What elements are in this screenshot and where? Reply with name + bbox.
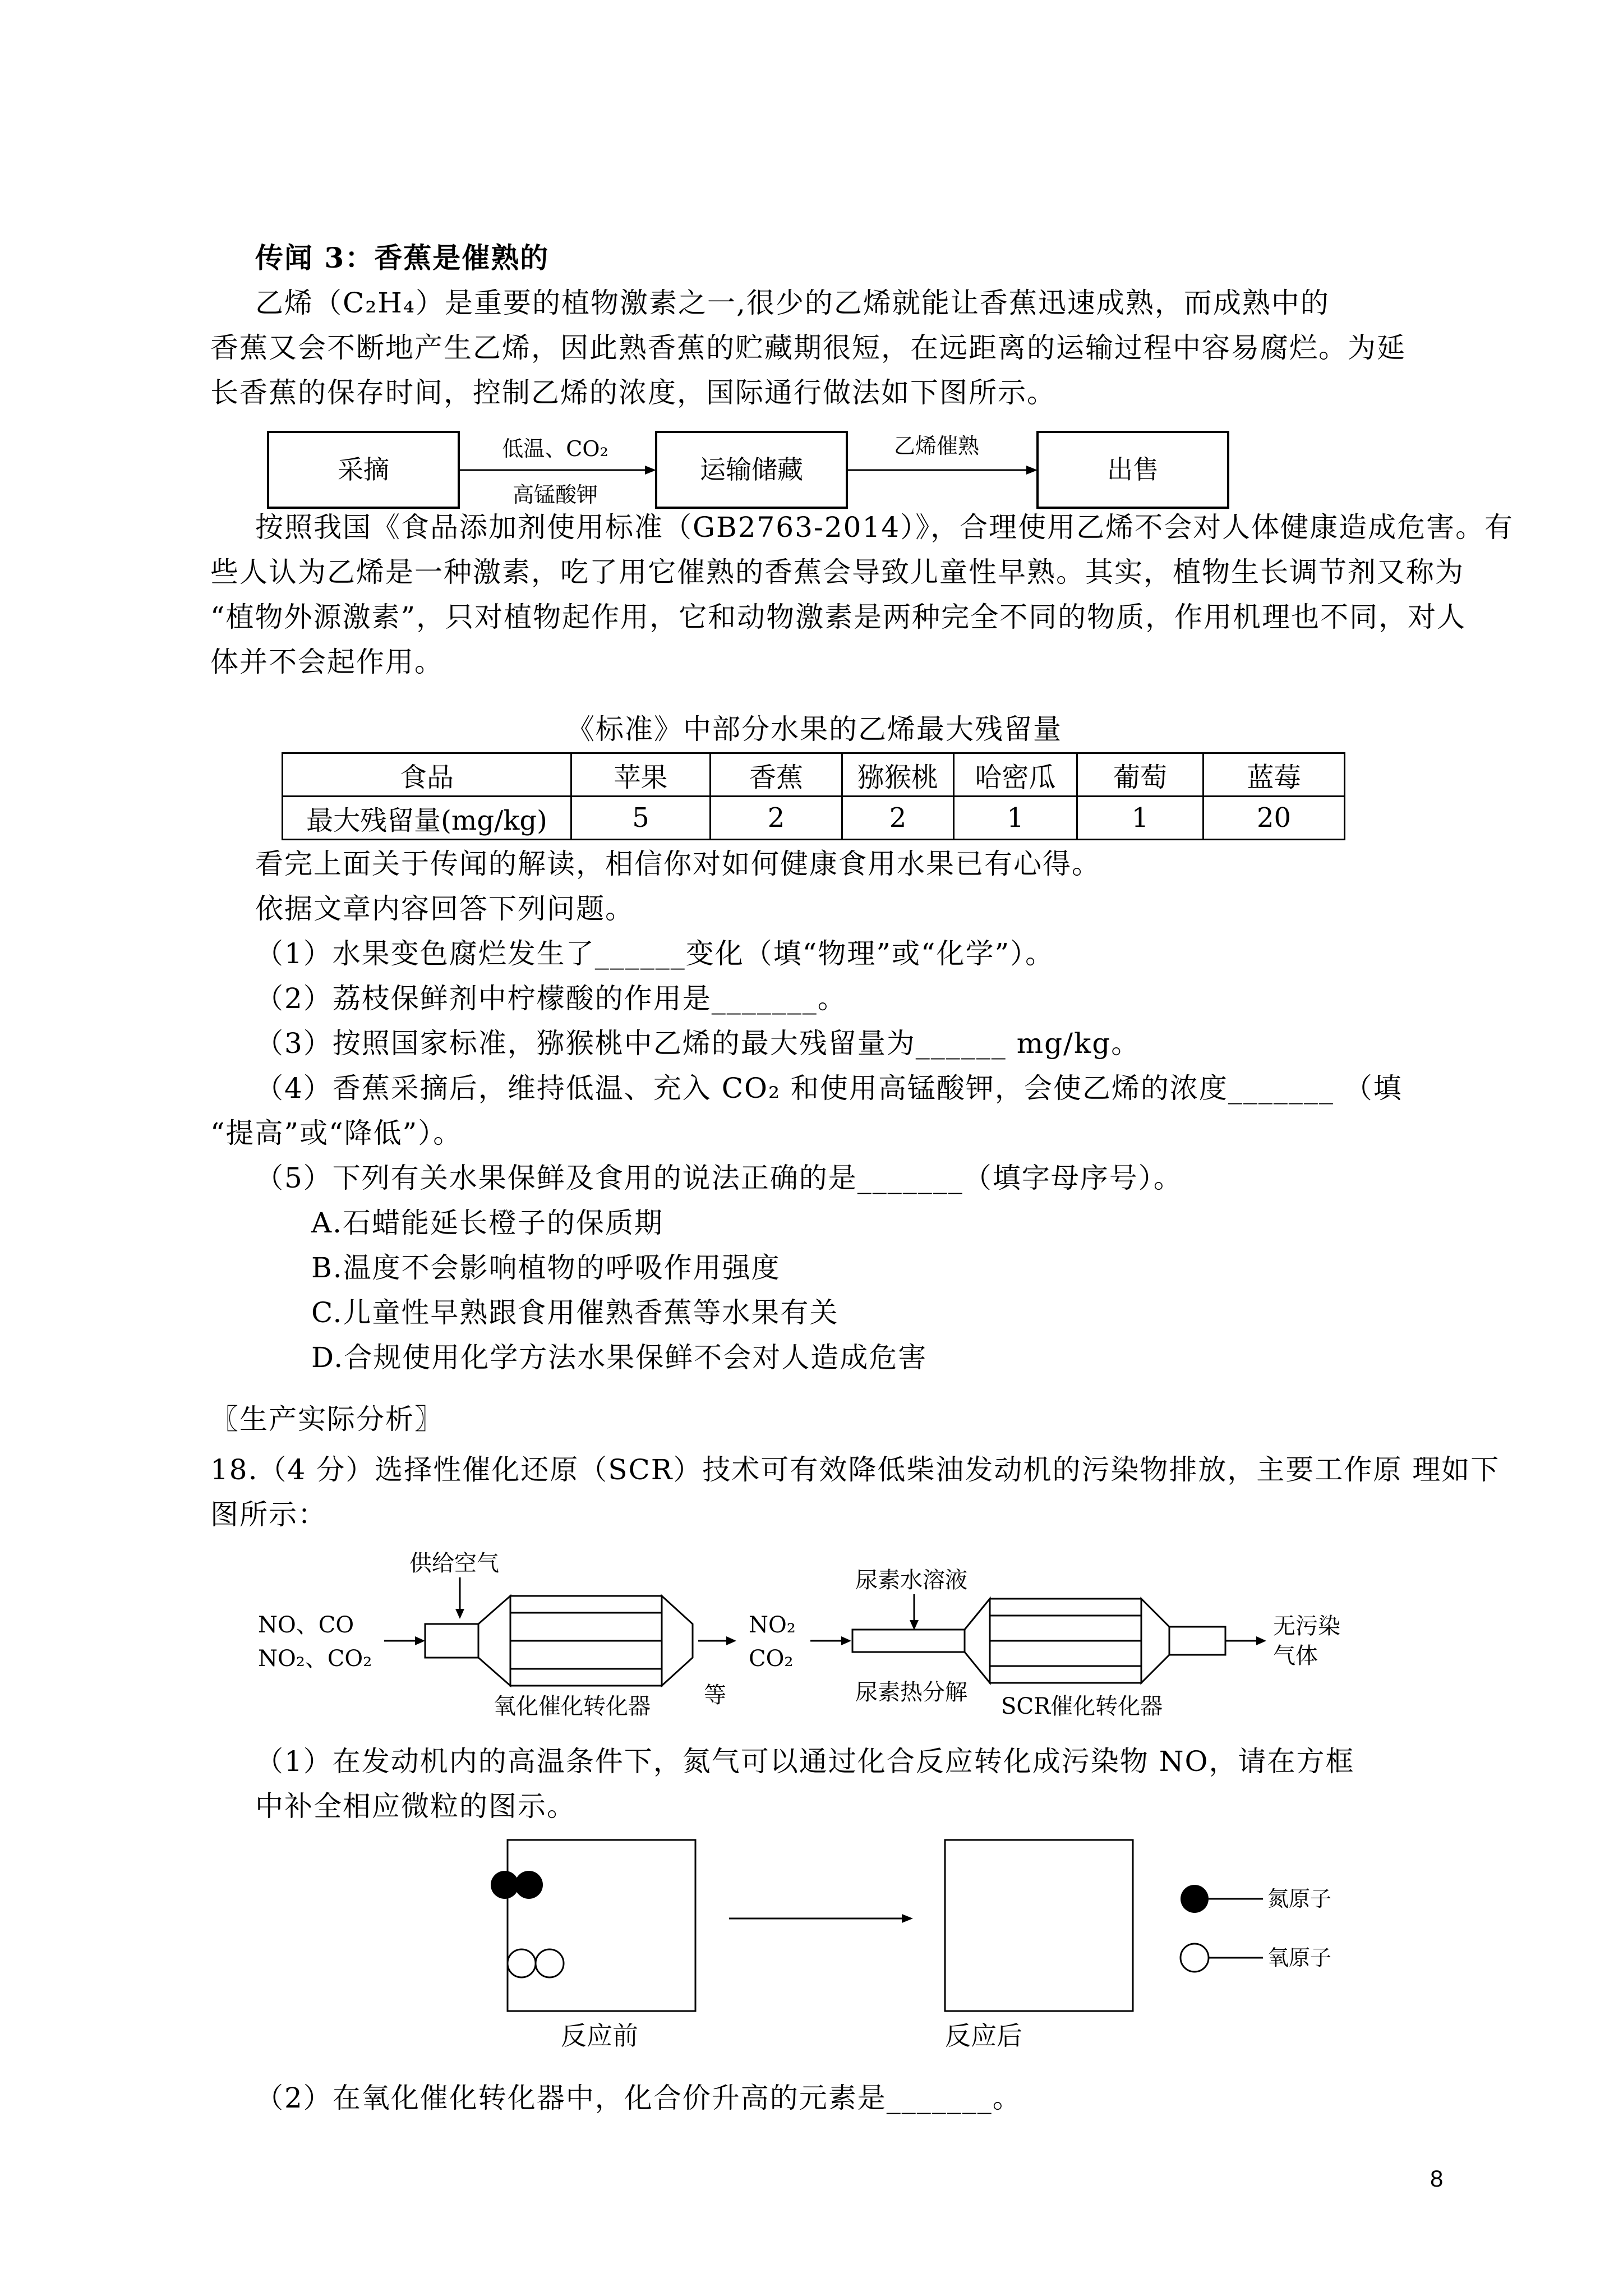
page-number: 8: [1430, 2165, 1444, 2192]
arrowhead-icon: [841, 1636, 851, 1645]
mid-gas-2: CO₂: [749, 1646, 794, 1672]
flow-box-transport-label: 运输储藏: [700, 454, 803, 485]
flow-arrow-1-top-label: 低温、CO₂: [502, 436, 608, 461]
table-header-cell: 苹果: [571, 753, 711, 797]
particle-reaction-diagram: [482, 1829, 1357, 2053]
flow-box-picking-label: 采摘: [338, 454, 389, 485]
q18-line: 图所示：: [210, 1498, 327, 1531]
arrowhead-icon: [1256, 1636, 1266, 1645]
table-cell: 1: [954, 797, 1077, 840]
table-cell: 最大残留量(mg/kg): [283, 797, 571, 840]
paragraph-line: 乙烯（C₂H₄）是重要的植物激素之一,很少的乙烯就能让香蕉迅速成熟，而成熟中的: [255, 287, 1330, 319]
output-label-line2: 气体: [1273, 1643, 1318, 1669]
ethylene-residue-table: [282, 752, 1345, 840]
question-line: （3）按照国家标准，猕猴桃中乙烯的最大残留量为______ mg/kg。: [255, 1027, 1141, 1060]
question-line: “提高”或“降低”）。: [210, 1117, 463, 1149]
urea-solution-label: 尿素水溶液: [855, 1567, 967, 1593]
question-line: （4）香蕉采摘后，维持低温、充入 CO₂ 和使用高锰酸钾，会使乙烯的浓度_______ （填: [255, 1072, 1403, 1105]
paragraph-line: 长香蕉的保存时间，控制乙烯的浓度，国际通行做法如下图所示。: [210, 376, 1056, 409]
after-reaction-box: [945, 1840, 1133, 2011]
oxygen-legend-label: 氧原子: [1267, 1945, 1332, 1970]
paragraph-line: 体并不会起作用。: [210, 646, 444, 678]
arrowhead-icon: [726, 1636, 736, 1645]
flow-box-sale-label: 出售: [1107, 454, 1159, 485]
arrowhead-icon: [902, 1914, 913, 1923]
q18-line: 18.（4 分）选择性催化还原（SCR）技术可有效降低柴油发动机的污染物排放，主要工作原 理如下: [210, 1453, 1500, 1486]
table-cell: 5: [571, 797, 711, 840]
option-d: D.合规使用化学方法水果保鲜不会对人造成危害: [311, 1341, 928, 1374]
paragraph-line: “植物外源激素”，只对植物起作用，它和动物激素是两种完全不同的物质，作用机理也不同，对人: [210, 601, 1467, 633]
q18-sub1-line: （1）在发动机内的高温条件下，氮气可以通过化合反应转化成污染物 NO，请在方框: [255, 1745, 1355, 1778]
urea-decomposition-label: 尿素热分解: [855, 1680, 967, 1705]
section-heading: 〖生产实际分析〗: [210, 1403, 444, 1435]
arrowhead-icon: [455, 1609, 464, 1619]
scr-system-diagram: [247, 1543, 1368, 1728]
flow-arrow-1-bottom-label: 高锰酸钾: [512, 482, 598, 507]
table-cell: 2: [711, 797, 842, 840]
paragraph-line: 按照我国《食品添加剂使用标准（GB2763-2014）》，合理使用乙烯不会对人体健康造成危害。有: [255, 511, 1514, 544]
option-a: A.石蜡能延长橙子的保质期: [311, 1207, 664, 1239]
table-header-cell: 猕猴桃: [842, 753, 954, 797]
table-cell: 2: [842, 797, 954, 840]
arrowhead-icon: [910, 1620, 919, 1630]
mid-gas-1: NO₂: [749, 1612, 796, 1638]
table-header-cell: 香蕉: [711, 753, 842, 797]
oxygen-legend-icon: [1181, 1944, 1209, 1972]
output-label-line1: 无污染: [1273, 1613, 1340, 1639]
question-line: （1）水果变色腐烂发生了______变化（填“物理”或“化学”）。: [255, 937, 1055, 970]
oxidation-converter-icon: [425, 1596, 693, 1686]
paragraph-line: 依据文章内容回答下列问题。: [255, 892, 634, 925]
option-b: B.温度不会影响植物的呼吸作用强度: [311, 1251, 781, 1284]
question-line: （5）下列有关水果保鲜及食用的说法正确的是_______（填字母序号）。: [255, 1162, 1183, 1194]
q18-sub1-line: 中补全相应微粒的图示。: [255, 1790, 576, 1823]
question-line: （2）荔枝保鲜剂中柠檬酸的作用是_______。: [255, 982, 847, 1015]
paragraph-line: 些人认为乙烯是一种激素，吃了用它催熟的香蕉会导致儿童性早熟。其实，植物生长调节剂又称为: [210, 556, 1464, 588]
before-reaction-label: 反应前: [561, 2021, 638, 2051]
table-header-cell: 葡萄: [1077, 753, 1204, 797]
before-reaction-box: [508, 1840, 695, 2011]
oxygen-atom-icon: [508, 1949, 536, 1977]
nitrogen-legend-label: 氮原子: [1267, 1887, 1332, 1911]
oxygen-atom-icon: [536, 1949, 564, 1977]
q18-sub2-line: （2）在氧化催化转化器中，化合价升高的元素是_______。: [255, 2082, 1022, 2114]
oxidation-converter-label: 氧化催化转化器: [494, 1694, 651, 1719]
scr-converter-icon: [852, 1599, 1225, 1683]
nitrogen-legend-icon: [1181, 1885, 1209, 1913]
input-gases-line1: NO、CO: [258, 1612, 354, 1638]
nitrogen-atom-icon: [515, 1871, 543, 1899]
mid-etc: 等: [704, 1682, 726, 1708]
table-cell: 1: [1077, 797, 1204, 840]
table-header-cell: 蓝莓: [1204, 753, 1345, 797]
input-gases-line2: NO₂、CO₂: [258, 1646, 372, 1672]
paragraph-line: 香蕉又会不断地产生乙烯，因此熟香蕉的贮藏期很短，在远距离的运输过程中容易腐烂。为延: [210, 332, 1406, 364]
arrowhead-icon: [415, 1636, 425, 1645]
table-row: [283, 797, 1345, 840]
table-header-cell: 食品: [283, 753, 571, 797]
arrowhead-icon: [645, 466, 656, 475]
air-supply-label: 供给空气: [409, 1550, 499, 1576]
option-c: C.儿童性早熟跟食用催熟香蕉等水果有关: [311, 1296, 839, 1329]
table-header-cell: 哈密瓜: [954, 753, 1077, 797]
table-caption: 《标准》中部分水果的乙烯最大残留量: [566, 713, 1062, 746]
scr-converter-label: SCR催化转化器: [1001, 1694, 1163, 1719]
after-reaction-label: 反应后: [945, 2021, 1022, 2051]
table-row: [283, 753, 1345, 797]
rumor3-title: 传闻 3：香蕉是催熟的: [255, 241, 550, 274]
paragraph-line: 看完上面关于传闻的解读，相信你对如何健康食用水果已有心得。: [255, 848, 1101, 880]
arrowhead-icon: [1026, 466, 1038, 475]
nitrogen-atom-icon: [491, 1871, 519, 1899]
flow-arrow-2-label: 乙烯催熟: [893, 434, 980, 458]
table-cell: 20: [1204, 797, 1345, 840]
